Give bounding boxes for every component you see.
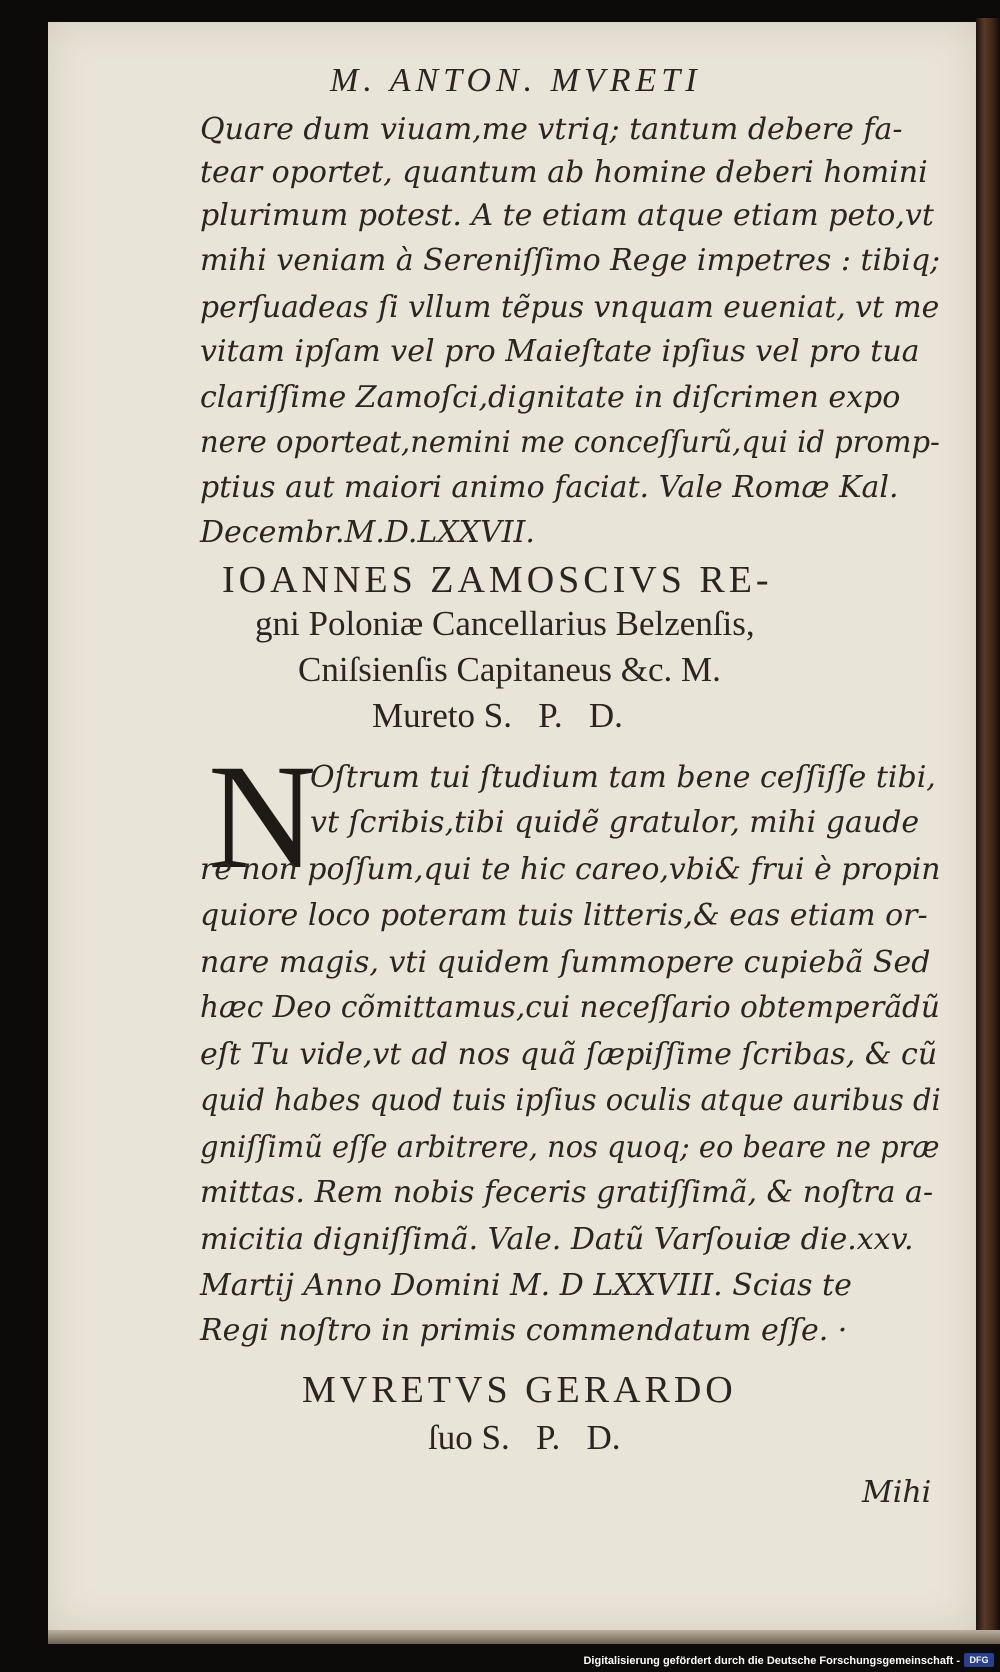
letter1-line: mihi veniam à Sereniſſimo Rege impetres : tibiq; bbox=[200, 243, 941, 278]
letter1-line: tear oportet, quantum ab homine deberi homini bbox=[200, 155, 928, 190]
heading1-title: IOANNES ZAMOSCIVS RE- bbox=[222, 559, 773, 601]
letter2-line: re non poſſum,qui te hic careo,vbi& frui è propin bbox=[200, 852, 941, 887]
heading1-line: gni Poloniæ Cancellarius Belzenſis, bbox=[255, 604, 755, 643]
heading1-line: Mureto S. P. D. bbox=[372, 696, 623, 735]
decorated-initial: N bbox=[208, 734, 317, 900]
letter2-line: quid habes quod tuis ipſius oculis atque auribus di bbox=[200, 1083, 941, 1118]
dfg-logo: DFG bbox=[964, 1653, 994, 1667]
heading2-title: MVRETVS GERARDO bbox=[302, 1369, 737, 1411]
letter2-line: Martij Anno Domini M. D LXXVIII. Scias te bbox=[200, 1268, 852, 1303]
letter1-line: perſuadeas ſi vllum tẽpus vnquam eueniat, vt me bbox=[200, 290, 940, 325]
letter2-line: hæc Deo cõmittamus,cui neceſſario obtemperãdũ bbox=[200, 990, 940, 1025]
letter2-line: gniſſimũ eſſe arbitrere, nos quoq; eo beare ne præ bbox=[200, 1130, 940, 1165]
letter1-line: ptius aut maiori animo faciat. Vale Romæ Kal. bbox=[200, 470, 899, 505]
heading2-line: ſuo S. P. D. bbox=[428, 1418, 621, 1457]
letter1-line: Quare dum viuam,me vtriq; tantum debere fa- bbox=[200, 112, 903, 147]
letter1-line: clariſſime Zamoſci,dignitate in diſcrimen expo bbox=[200, 380, 901, 415]
letter2-line: vt ſcribis,tibi quidẽ gratulor, mihi gaude bbox=[310, 805, 920, 840]
letter1-line: Decembr.M.D.LXXVII. bbox=[200, 515, 535, 550]
letter1-line: vitam ipſam vel pro Maieſtate ipſius vel pro tua bbox=[200, 334, 920, 369]
letter2-line: mittas. Rem nobis feceris gratiſſimã, & noſtra a- bbox=[200, 1175, 934, 1210]
letter2-line: nare magis, vti quidem ſummopere cupiebã Sed bbox=[200, 945, 931, 980]
letter2-line: quiore loco poteram tuis litteris,& eas etiam or- bbox=[200, 898, 928, 933]
letter1-line: nere oporteat,nemini me conceſſurũ,qui id promp- bbox=[200, 425, 940, 460]
catchword: Mihi bbox=[862, 1475, 932, 1510]
letter2-line: Regi noſtro in primis commendatum eſſe. · bbox=[200, 1313, 848, 1348]
book-spine-edge bbox=[976, 18, 1000, 1634]
letter2-line: Oſtrum tui ſtudium tam bene ceſſiſſe tibi, bbox=[310, 760, 936, 795]
heading1-line: Cniſsienſis Capitaneus &c. M. bbox=[298, 650, 721, 689]
digitization-credit: Digitalisierung gefördert durch die Deutsche Forschungsgemeinschaft - bbox=[583, 1655, 960, 1667]
letter1-line: plurimum potest. A te etiam atque etiam peto,vt bbox=[200, 198, 934, 233]
page-bottom-edge bbox=[48, 1630, 1000, 1644]
running-head: M. ANTON. MVRETI bbox=[330, 62, 702, 99]
letter2-line: eſt Tu vide,vt ad nos quã ſæpiſſime ſcribas, & cũ bbox=[200, 1037, 938, 1072]
letter2-line: micitia digniſſimã. Vale. Datũ Varſouiæ die.xxv. bbox=[200, 1222, 914, 1257]
